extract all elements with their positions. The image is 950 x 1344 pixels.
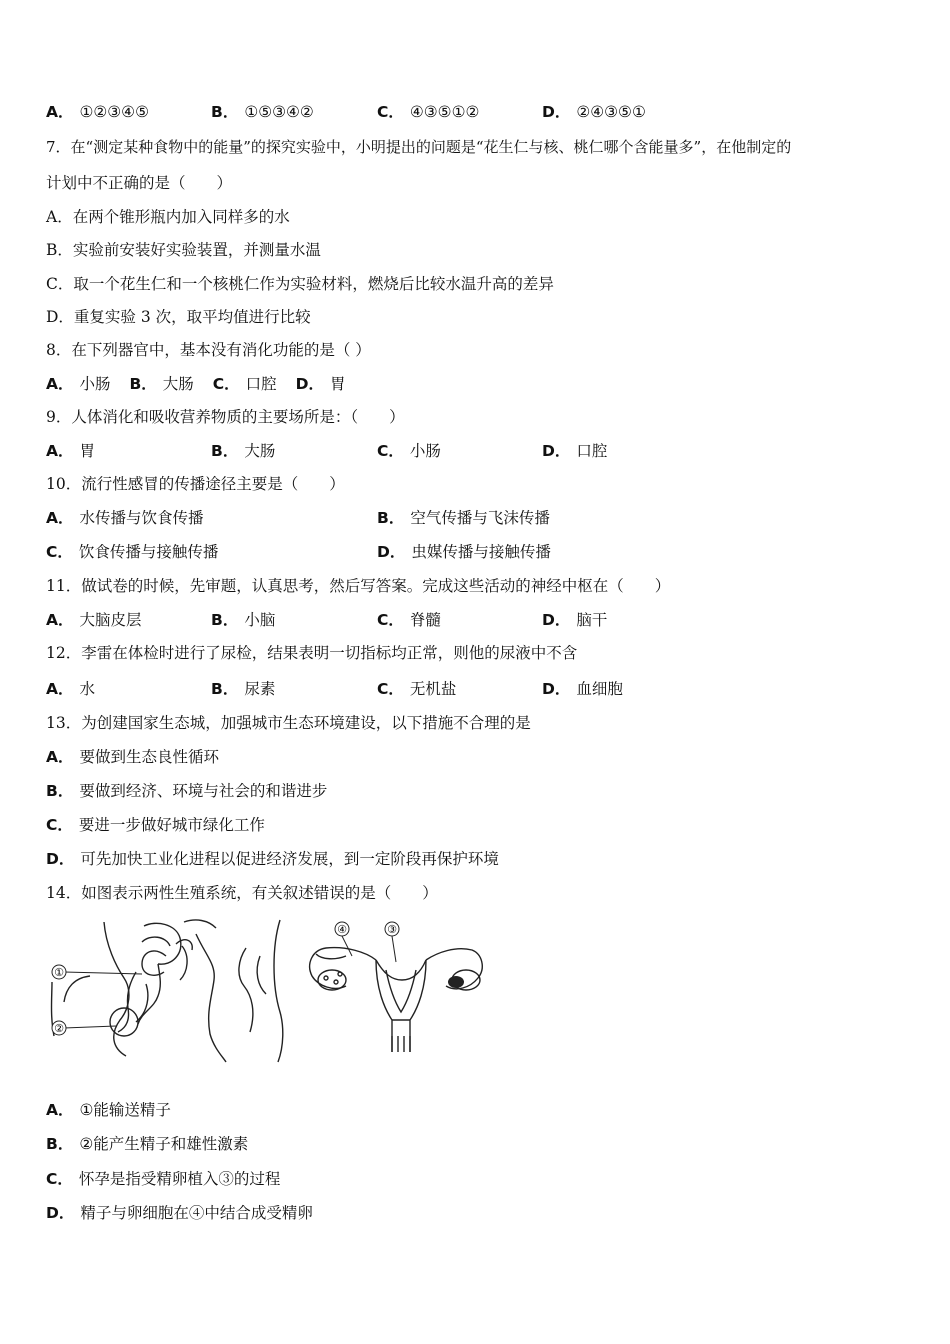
q9-stem: 9．人体消化和吸收营养物质的主要场所是：（ ） [46,408,405,426]
q10-option-d[interactable]: D． 虫媒传播与接触传播 [377,543,551,561]
q7-option-a[interactable]: A．在两个锥形瓶内加入同样多的水 [46,208,290,226]
q11-stem: 11．做试卷的时候，先审题，认真思考，然后写答案。完成这些活动的神经中枢在（ ） [46,577,671,595]
q9-option-d[interactable]: D． 口腔 [542,442,608,460]
reproductive-system-figure [46,916,486,1066]
q11-option-c[interactable]: C． 脊髓 [377,611,441,629]
q12-option-b[interactable]: B． 尿素 [211,680,276,698]
q8-options [46,374,359,394]
q13-stem: 13．为创建国家生态城，加强城市生态环境建设，以下措施不合理的是 [46,714,531,732]
q13-option-d[interactable]: D． 可先加快工业化进程以促进经济发展，到一定阶段再保护环境 [46,850,499,868]
q8-stem: 8．在下列器官中，基本没有消化功能的是（ ） [46,341,371,359]
q11-option-a[interactable]: A． 大脑皮层 [46,611,142,629]
q12-options [46,679,910,699]
q10-options-row2 [46,542,910,562]
q9-option-a[interactable]: A． 胃 [46,442,96,460]
q9-option-c[interactable]: C． 小肠 [377,442,441,460]
label-4: ④ [337,923,347,936]
q12-option-c[interactable]: C． 无机盐 [377,680,457,698]
q12-option-d[interactable]: D． 血细胞 [542,680,623,698]
q13-option-a[interactable]: A． 要做到生态良性循环 [46,748,220,766]
q6-option-b[interactable]: B． ①⑤③④② [211,103,314,121]
q6-option-a[interactable]: A． ①②③④⑤ [46,103,149,121]
label-1: ① [54,966,64,979]
q10-stem: 10．流行性感冒的传播途径主要是（ ） [46,475,345,493]
q7-stem-line1: 7．在“测定某种食物中的能量”的探究实验中，小明提出的问题是“花生仁与核、桃仁哪个含能量多”，在他制定的 [46,138,792,156]
q7-option-d[interactable]: D．重复实验 3 次，取平均值进行比较 [46,308,311,326]
q8-option-d[interactable]: D． 胃 [295,375,346,393]
q8-option-a[interactable]: A． 小肠 [46,375,111,393]
label-3: ③ [387,923,397,936]
q6-option-c[interactable]: C． ④③⑤①② [377,103,480,121]
q14-option-c[interactable]: C． 怀孕是指受精卵植入③的过程 [46,1170,281,1188]
label-2: ② [54,1022,64,1035]
q11-options [46,610,910,630]
q9-option-b[interactable]: B． 大肠 [211,442,276,460]
q6-options [46,102,910,122]
q6-option-d[interactable]: D． ②④③⑤① [542,103,646,121]
q10-option-a[interactable]: A． 水传播与饮食传播 [46,509,204,527]
q14-option-d[interactable]: D． 精子与卵细胞在④中结合成受精卵 [46,1204,313,1222]
q10-option-c[interactable]: C． 饮食传播与接触传播 [46,543,219,561]
male-system-drawing [52,920,283,1062]
q14-option-a[interactable]: A． ①能输送精子 [46,1101,171,1119]
q14-option-b[interactable]: B． ②能产生精子和雄性激素 [46,1135,249,1153]
q13-option-b[interactable]: B． 要做到经济、环境与社会的和谐进步 [46,782,328,800]
q13-option-c[interactable]: C． 要进一步做好城市绿化工作 [46,816,265,834]
q11-option-d[interactable]: D． 脑干 [542,611,608,629]
q7-option-b[interactable]: B．实验前安装好实验装置，并测量水温 [46,241,321,259]
q10-options-row1 [46,508,910,528]
female-system-drawing [310,948,483,1052]
q12-stem: 12．李雷在体检时进行了尿检，结果表明一切指标均正常，则他的尿液中不含 [46,644,578,662]
ovary-dark-mark [448,976,464,988]
q12-option-a[interactable]: A． 水 [46,680,96,698]
q7-stem-line2: 计划中不正确的是（ ） [46,174,233,192]
q7-option-c[interactable]: C．取一个花生仁和一个核桃仁作为实验材料，燃烧后比较水温升高的差异 [46,275,554,293]
q11-option-b[interactable]: B． 小脑 [211,611,276,629]
reproductive-diagram [46,916,486,1066]
q8-option-b[interactable]: B． 大肠 [129,375,194,393]
q10-option-b[interactable]: B． 空气传播与飞沫传播 [377,509,550,527]
q9-options [46,441,910,461]
q14-stem: 14．如图表示两性生殖系统，有关叙述错误的是（ ） [46,884,438,902]
q8-option-c[interactable]: C． 口腔 [212,375,277,393]
